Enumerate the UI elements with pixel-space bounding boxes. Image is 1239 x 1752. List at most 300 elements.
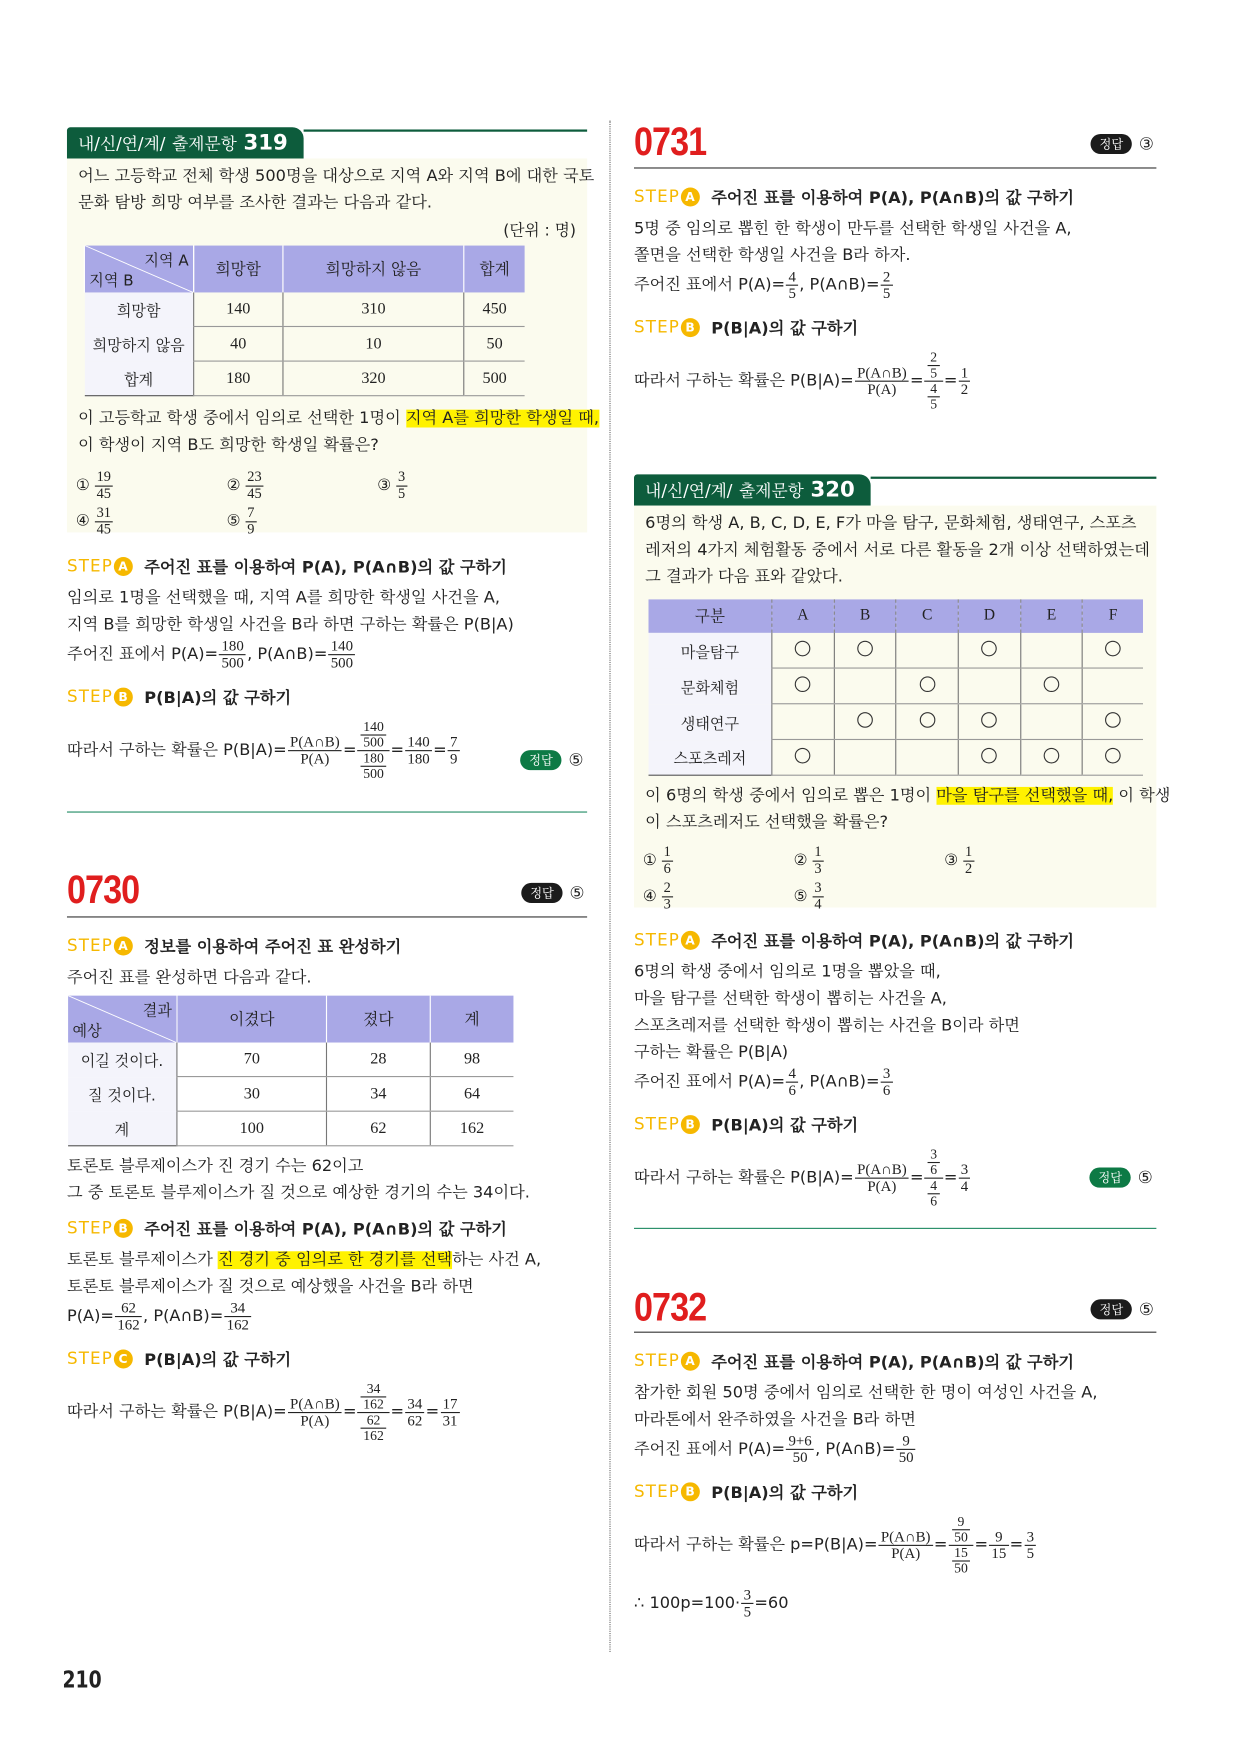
text-run: P(A) (867, 1177, 897, 1195)
text-line (78, 190, 576, 217)
text-line (67, 638, 587, 670)
answer-choice[interactable] (794, 845, 945, 876)
fraction (786, 1433, 814, 1465)
table-cell (958, 668, 1020, 704)
fraction (361, 1382, 386, 1412)
denominator (786, 1450, 814, 1466)
step-body (634, 1380, 1156, 1466)
text-run: 어느 고등학교 전체 학생 500명을 대상으로 지역 A와 지역 B에 대한 국토 (78, 167, 595, 186)
numerator (361, 751, 386, 766)
text-line (634, 242, 1156, 269)
numerator (855, 1162, 909, 1179)
step-body (634, 1515, 1156, 1576)
text-line (78, 163, 595, 190)
numerator (881, 269, 893, 286)
text-run: 31 (442, 1411, 458, 1429)
section-end-rule (67, 811, 587, 812)
text-run: 쫄면을 선택한 학생일 사건을 B라 하자. (634, 246, 911, 265)
header-number: 320 (810, 477, 855, 503)
answer-choice[interactable] (643, 881, 794, 912)
fraction (115, 1300, 142, 1332)
denominator (959, 381, 971, 397)
text-run: 2 (965, 860, 973, 876)
text-run: P(A) (300, 749, 330, 767)
text-run: P(A), P(A∩B) (301, 1220, 418, 1239)
text-run: 3 (814, 879, 822, 896)
step-letter-badge: A (681, 187, 700, 206)
fraction (405, 734, 432, 766)
answer-label: 정답 (520, 750, 562, 770)
text-run: 1 (814, 843, 822, 860)
text-run: P(A)= (66, 1307, 115, 1326)
text-run: 500 (330, 654, 354, 671)
text-run: 주어진 표에서 P(A)= (66, 645, 219, 664)
denominator (405, 1413, 424, 1429)
numerator (952, 1546, 970, 1561)
answer-choice[interactable] (944, 845, 1095, 876)
column-header: 희망함 (194, 246, 283, 293)
denominator (440, 1413, 459, 1429)
text-run: 따라서 구하는 확률은 P(B|A)= (66, 741, 287, 760)
text-line (67, 585, 587, 612)
text-run: =60 (754, 1593, 789, 1612)
text-run: 5명 중 임의로 뽑힌 한 학생이 만두를 선택한 학생일 사건을 A, (634, 219, 1072, 238)
table-cell (834, 668, 896, 704)
text-run: 토론토 블루제이스가 질 것으로 예상했을 사건을 B라 하면 (66, 1278, 474, 1296)
page-number: 210 (62, 1666, 102, 1694)
answer-choice[interactable] (76, 506, 227, 537)
bold-text: 의 값 구하기 (417, 558, 507, 577)
text-run: 34 (230, 1299, 246, 1316)
fraction (928, 350, 939, 380)
text-run: P(A∩B) (290, 1394, 340, 1412)
text-run: 3 (814, 860, 822, 876)
step-label (67, 1218, 133, 1238)
text-run: 3 (1026, 1527, 1035, 1545)
solution-steps (634, 1346, 1156, 1575)
text-run: , P(A∩B)= (143, 1307, 224, 1326)
denominator (879, 1546, 933, 1562)
bold-text: 주어진 표를 이용하여 (144, 1220, 302, 1239)
step-word: STEP (66, 555, 113, 576)
fraction (661, 845, 673, 876)
answer-choice[interactable] (794, 881, 945, 912)
solution-step (67, 551, 587, 670)
table-cell (1083, 739, 1143, 775)
solution-step (67, 931, 587, 991)
fraction (288, 1396, 342, 1428)
text-line (67, 1382, 587, 1443)
text-run: 5 (882, 284, 891, 302)
text-line (645, 537, 1150, 564)
text-run: 45 (96, 520, 111, 537)
text-run: 3 (743, 1585, 752, 1603)
circle-mark-icon (1105, 712, 1121, 728)
numerator (989, 1529, 1008, 1546)
text-run: 따라서 구하는 확률은 P(B|A)= (634, 371, 854, 390)
text-run: 3 (960, 1160, 969, 1178)
denominator (94, 486, 113, 501)
answer-choice[interactable] (643, 845, 794, 876)
text-line (67, 1180, 587, 1207)
text-run: 마라톤에서 완주하였을 사건을 B라 하면 (634, 1410, 916, 1429)
text-run: = (425, 1403, 440, 1422)
denominator (925, 381, 943, 411)
numerator (361, 1382, 386, 1397)
step-header (634, 1477, 1156, 1506)
header-sub: 출제문항 (172, 133, 237, 154)
text-line (634, 1039, 1156, 1066)
answer-badge-0732 (1091, 1299, 1154, 1319)
answer-badge-320 (1089, 1168, 1152, 1188)
text-run: P(A), P(A∩B) (301, 558, 418, 577)
fraction (786, 1066, 798, 1098)
text-run: 2 (882, 267, 891, 285)
answer-choice[interactable] (227, 470, 378, 501)
unit-label: (단위 : 명) (503, 222, 576, 240)
solution-steps (67, 551, 587, 780)
text-line (67, 1274, 587, 1301)
text-run: 지역 B를 희망한 학생일 사건을 B라 하면 구하는 확률은 P(B|A) (66, 616, 514, 635)
step-header (67, 931, 587, 960)
numerator (288, 1396, 342, 1413)
text-run: , P(A∩B)= (799, 276, 880, 295)
text-run: 500 (363, 734, 384, 750)
text-run: 4 (788, 267, 796, 285)
numerator (115, 1300, 142, 1317)
bold-text: 의 값 구하기 (201, 689, 292, 708)
solution-steps-bc (67, 1213, 587, 1442)
text-line (67, 720, 587, 781)
table-cell (958, 633, 1020, 668)
text-run: 45 (247, 485, 262, 501)
numerator (855, 365, 909, 382)
denominator (989, 1546, 1008, 1562)
step-label (634, 1481, 700, 1501)
denominator (396, 486, 408, 501)
table-header-row (68, 996, 514, 1043)
text-run: 주어진 표를 완성하면 다음과 같다. (66, 968, 312, 987)
step-word: STEP (66, 935, 113, 956)
corner-bottom-label: 지역 B (89, 272, 134, 291)
text-line (645, 782, 1171, 809)
text-run: = (1009, 1536, 1024, 1555)
fraction (952, 1546, 970, 1576)
text-run: 23 (247, 468, 262, 485)
text-run: 5 (930, 395, 938, 412)
denominator (358, 751, 390, 781)
text-run: 31 (96, 504, 111, 521)
choice-number: ③ (377, 476, 392, 495)
text-run: P(A∩B) (857, 1160, 907, 1178)
answer-choice[interactable] (227, 506, 378, 537)
circle-mark-icon (1044, 676, 1060, 692)
fraction (361, 720, 386, 750)
step-label (634, 930, 700, 950)
denominator (358, 1413, 390, 1443)
fraction (661, 881, 673, 912)
numerator (925, 350, 943, 381)
text-run: 따라서 구하는 확률은 P(B|A)= (66, 1403, 287, 1422)
answer-label: 정답 (521, 883, 563, 903)
denominator (219, 655, 246, 671)
text-run: 3 (930, 1146, 938, 1162)
step-word: STEP (634, 186, 681, 207)
denominator (661, 897, 673, 912)
step-title (711, 1112, 858, 1135)
denominator (448, 751, 460, 767)
column-header: 구분 (649, 599, 772, 632)
text-run: 162 (363, 1427, 384, 1443)
circle-mark-icon (795, 641, 811, 657)
text-run: 2 (663, 879, 671, 896)
answer-choice[interactable] (76, 470, 227, 501)
text-run: 9 (995, 1527, 1003, 1545)
table-cell (1020, 668, 1082, 704)
table-cell: 28 (327, 1043, 430, 1077)
text-run: 6 (930, 1161, 938, 1178)
table-cell (896, 668, 958, 704)
text-run: = (343, 1403, 357, 1422)
text-run: 6명의 학생 중에서 임의로 1명을 뽑았을 때, (634, 963, 941, 982)
text-run: 19 (96, 468, 111, 485)
table-cell: 100 (177, 1111, 327, 1146)
highlighted-text: 마을 탐구를 선택했을 때, (936, 786, 1114, 805)
fraction (448, 734, 460, 766)
row-header: 희망하지 않음 (84, 326, 193, 361)
bold-text: 주어진 표를 이용하여 (711, 189, 869, 208)
choice-number: ② (226, 476, 241, 495)
fraction (963, 845, 975, 876)
denominator (361, 735, 386, 749)
circle-mark-icon (1044, 748, 1060, 764)
denominator (288, 1413, 342, 1429)
denominator (855, 1178, 909, 1194)
circle-mark-icon (857, 641, 873, 657)
fraction (896, 1433, 915, 1465)
text-run: 500 (221, 654, 244, 671)
text-run: P(B|A) (711, 1116, 769, 1135)
fraction (928, 381, 939, 411)
text-run: = (943, 371, 958, 390)
circle-mark-icon (982, 748, 998, 764)
text-run: 토론토 블루제이스가 진 경기 수는 62이고 (66, 1157, 364, 1176)
text-run: 7 (450, 733, 458, 750)
table-cell: 50 (464, 326, 525, 361)
fraction (440, 1396, 459, 1428)
text-run: = (433, 741, 447, 760)
column-header: F (1083, 599, 1143, 632)
table-cell: 98 (430, 1043, 513, 1077)
step-letter-badge: A (681, 1351, 700, 1370)
denominator (94, 522, 113, 537)
solution-step (67, 682, 587, 781)
step-header (67, 551, 587, 580)
step-title (144, 1216, 507, 1239)
solution-step (634, 313, 1156, 412)
denominator (245, 486, 264, 501)
text-run: 4 (960, 1177, 969, 1195)
numerator (952, 1515, 970, 1530)
solution-320 (634, 925, 1156, 1217)
section-end-rule (634, 1228, 1156, 1229)
text-line (634, 986, 1156, 1013)
denominator (952, 1530, 970, 1544)
step-word: STEP (634, 1113, 681, 1135)
answer-label: 정답 (1089, 1168, 1131, 1188)
table-cell (772, 633, 834, 668)
denominator (741, 1603, 753, 1619)
text-run: = (974, 1536, 989, 1555)
step-word: STEP (634, 317, 681, 338)
numerator (245, 470, 264, 486)
fraction (812, 881, 824, 912)
text-line (634, 1147, 1156, 1208)
table-cell: 10 (283, 326, 464, 361)
text-run: P(A), P(A∩B) (868, 189, 985, 208)
step-word: STEP (634, 1481, 681, 1502)
denominator (288, 751, 342, 767)
bold-text: 의 값 구하기 (768, 1483, 859, 1502)
text-run: 이 고등학교 학생 중에서 임의로 선택한 1명이 (78, 409, 406, 428)
denominator (896, 1450, 915, 1466)
text-run: 주어진 표에서 P(A)= (634, 1073, 786, 1092)
row-header: 마을탐구 (649, 633, 772, 668)
step-title (711, 1349, 1074, 1372)
text-run: 따라서 구하는 확률은 p=P(B|A)= (634, 1536, 878, 1555)
numerator (396, 470, 408, 486)
text-run: 6 (882, 1081, 891, 1099)
table-cell: 162 (430, 1111, 513, 1146)
denominator (361, 1397, 386, 1411)
step-letter-badge: B (114, 1218, 133, 1237)
answer-value: ⑤ (1138, 1299, 1154, 1320)
numerator (786, 269, 798, 286)
text-run: 5 (1026, 1544, 1035, 1562)
section-header-319 (67, 127, 587, 158)
denominator (661, 861, 673, 876)
step-body (634, 1147, 1156, 1208)
table-row (649, 739, 1143, 775)
step-title (144, 554, 507, 577)
numerator (812, 845, 824, 861)
step-letter-badge: A (114, 556, 133, 575)
text-run: 162 (117, 1315, 140, 1333)
text-run: 따라서 구하는 확률은 P(B|A)= (634, 1168, 854, 1187)
text-line (645, 564, 1145, 591)
table-cell (772, 668, 834, 704)
answer-choices (634, 836, 1156, 912)
step-title (711, 1480, 858, 1503)
problem-number: 0730 (66, 866, 140, 912)
fraction (925, 350, 943, 411)
solution-step (634, 1477, 1156, 1576)
text-run: 34 (407, 1394, 423, 1412)
text-line (634, 1515, 1156, 1576)
step-title (144, 685, 291, 708)
step-word: STEP (66, 1217, 113, 1238)
text-run: 이 스포츠레저도 선택했을 확률은? (645, 813, 889, 832)
bold-text: 의 값 구하기 (984, 1353, 1074, 1372)
table-row (649, 633, 1143, 668)
step-body (634, 215, 1156, 301)
numerator (94, 506, 113, 522)
numerator (928, 1147, 939, 1162)
text-run: 62 (121, 1299, 136, 1316)
text-run: 62 (366, 1411, 381, 1428)
step-body (67, 964, 587, 991)
text-run: 5 (788, 284, 796, 302)
text-run: 주어진 표에서 P(A)= (634, 1440, 786, 1459)
text-run: , P(A∩B)= (247, 645, 328, 664)
text-line (634, 269, 1156, 301)
step-title (144, 934, 401, 957)
table-explanation (67, 1153, 587, 1207)
solution-0730 (67, 931, 587, 1452)
solution-0731 (634, 182, 1156, 420)
text-run: 하는 사건 A, (452, 1251, 542, 1270)
bold-text: 의 값 구하기 (768, 319, 859, 338)
text-run: 임의로 1명을 선택했을 때, 지역 A를 희망한 학생일 사건을 A, (66, 589, 500, 608)
table-cell (896, 704, 958, 740)
column-header: C (896, 599, 958, 632)
text-line (634, 1066, 1156, 1098)
text-run: 참가한 회원 50명 중에서 임의로 선택한 한 명이 여성인 사건을 A, (634, 1384, 1098, 1402)
step-header (67, 1344, 587, 1373)
numerator (786, 1066, 798, 1083)
table-cell (834, 633, 896, 668)
text-run: = (390, 1403, 405, 1422)
answer-value: ⑤ (1137, 1167, 1153, 1188)
data-table-320 (649, 599, 1143, 775)
step-label (67, 1348, 133, 1368)
fraction (741, 1587, 753, 1619)
denominator (952, 1561, 970, 1575)
step-word: STEP (66, 1348, 113, 1369)
step-title (711, 928, 1074, 951)
step-label (67, 686, 133, 706)
denominator (881, 286, 893, 302)
text-run: 9+6 (788, 1432, 812, 1449)
header-number: 319 (243, 130, 288, 156)
answer-choice[interactable] (377, 470, 528, 501)
bold-text: 의 값 구하기 (768, 1116, 859, 1135)
step-letter-badge: B (681, 318, 700, 337)
step-body (634, 350, 1156, 411)
answer-value: ③ (1138, 133, 1154, 155)
denominator (959, 1178, 971, 1194)
numerator (661, 845, 673, 861)
choice-number: ⑤ (226, 512, 241, 531)
table-row (84, 292, 524, 326)
problem-rule (634, 167, 1156, 168)
text-run: 7 (247, 504, 255, 521)
denominator (812, 897, 824, 912)
fraction (396, 470, 408, 501)
step-header (634, 925, 1156, 954)
row-header: 이길 것이다. (68, 1043, 177, 1077)
text-run: 토론토 블루제이스가 (66, 1251, 218, 1270)
denominator (786, 286, 798, 302)
text-run: 6 (930, 1192, 938, 1209)
fraction (358, 720, 390, 781)
numerator (94, 470, 113, 486)
numerator (361, 1413, 386, 1428)
text-line (67, 1300, 587, 1332)
text-run: P(A∩B) (857, 363, 907, 381)
text-run: 162 (363, 1396, 384, 1412)
header-label: 내/신/연/계/ (78, 133, 166, 154)
